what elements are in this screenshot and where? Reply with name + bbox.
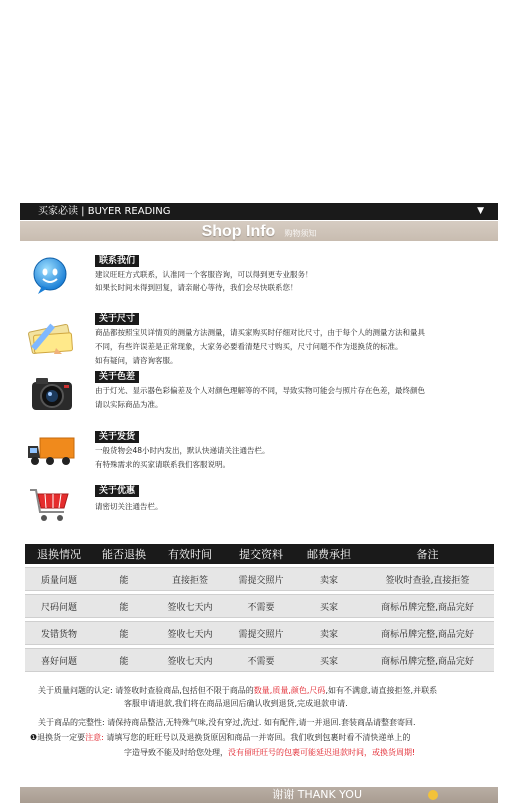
column-header: 提交资料 bbox=[225, 544, 297, 564]
note-return bbox=[30, 731, 410, 744]
table-cell: 商标吊牌完整,商品完好 bbox=[361, 594, 494, 618]
note-label: 关于质量问题的认定: bbox=[38, 686, 113, 695]
note-text: 字造导致不能及时给您处理， bbox=[124, 748, 228, 757]
note-label: 关于商品的完整性: bbox=[38, 718, 105, 727]
shop-info-banner bbox=[20, 221, 498, 241]
section-tag: 关于色差 bbox=[95, 371, 139, 383]
table-cell: 买家 bbox=[297, 594, 361, 618]
table-row bbox=[25, 594, 494, 618]
table-cell: 能 bbox=[93, 594, 155, 618]
table-cell: 需提交照片 bbox=[225, 621, 297, 645]
thank-you-text: 谢谢 THANK YOU bbox=[272, 788, 362, 801]
table-row bbox=[25, 648, 494, 672]
column-header: 邮费承担 bbox=[297, 544, 361, 564]
table-cell: 签收七天内 bbox=[155, 594, 225, 618]
column-header: 备注 bbox=[361, 544, 494, 564]
table-cell: 商标吊牌完整,商品完好 bbox=[361, 621, 494, 645]
table-cell: 发错货物 bbox=[25, 621, 93, 645]
header-title: 买家必读 | BUYER READING bbox=[38, 206, 171, 217]
section-text: 如果长时间未得到回复，请亲耐心等待，我们会尽快联系您！ bbox=[95, 283, 298, 292]
camera-icon bbox=[30, 374, 74, 412]
thank-you-banner bbox=[20, 787, 498, 803]
note-text: 客服申请退款,我们将在商品退回后确认收到退货,完成退款申请. bbox=[124, 699, 348, 708]
section-size bbox=[0, 312, 517, 368]
table-cell: 需提交照片 bbox=[225, 567, 297, 591]
table-cell: 签收七天内 bbox=[155, 648, 225, 672]
section-discount bbox=[0, 484, 517, 528]
table-cell: 商标吊牌完整,商品完好 bbox=[361, 648, 494, 672]
table-cell: 直接拒签 bbox=[155, 567, 225, 591]
note-text: ,如有不满意,请直接拒签,并联系 bbox=[325, 686, 438, 695]
shop-info-title: Shop Info bbox=[201, 223, 276, 240]
section-color bbox=[0, 368, 517, 418]
note-text: 请签收时查验商品,包括但不限于商品的 bbox=[115, 686, 254, 695]
section-contact bbox=[0, 252, 517, 302]
smiley-icon bbox=[428, 790, 438, 800]
table-cell: 喜好问题 bbox=[25, 648, 93, 672]
section-text: 由于灯光、显示器色彩偏差及个人对颜色理解等的不同，导致实物可能会与照片存在色差，最终颜色 bbox=[95, 386, 425, 395]
table-cell: 能 bbox=[93, 621, 155, 645]
note-integrity bbox=[38, 716, 416, 729]
table-cell: 质量问题 bbox=[25, 567, 93, 591]
section-text: 商品都按照宝贝详情页的测量方法测量，请买家购买时仔细对比尺寸，由于每个人的测量方法和量具 bbox=[95, 328, 425, 337]
note-quality bbox=[38, 684, 437, 697]
section-text: 有特殊需求的买家请联系我们客服说明。 bbox=[95, 460, 230, 469]
table-cell: 能 bbox=[93, 648, 155, 672]
section-text: 一般货物会48小时内发出，默认快递请关注通告栏。 bbox=[95, 446, 270, 455]
section-tag: 关于尺寸 bbox=[95, 313, 139, 325]
policy-notes bbox=[0, 684, 517, 784]
chat-bubble-icon bbox=[32, 256, 68, 296]
table-cell: 尺码问题 bbox=[25, 594, 93, 618]
table-cell: 签收时查验,直接拒签 bbox=[361, 567, 494, 591]
dropdown-arrow-icon: ▼ bbox=[477, 206, 484, 216]
delivery-truck-icon bbox=[26, 434, 76, 468]
table-row bbox=[25, 567, 494, 591]
table-cell: 买家 bbox=[297, 648, 361, 672]
note-text: 请保持商品整洁,无特殊气味,没有穿过,洗过. 如有配件,请一并退回.套装商品请整套寄回. bbox=[107, 718, 416, 727]
table-cell: 不需要 bbox=[225, 648, 297, 672]
note-return-cont bbox=[124, 746, 415, 759]
section-tag: 关于发货 bbox=[95, 431, 139, 443]
table-cell: 能 bbox=[93, 567, 155, 591]
section-text: 如有疑问，请咨询客服。 bbox=[95, 356, 178, 365]
column-header: 有效时间 bbox=[155, 544, 225, 564]
table-cell: 卖家 bbox=[297, 621, 361, 645]
ruler-pencil-icon bbox=[26, 318, 78, 358]
section-text: 请密切关注通告栏。 bbox=[95, 502, 163, 511]
section-tag: 联系我们 bbox=[95, 255, 139, 267]
section-text: 不同，有些许误差是正常现象，大家务必要看清楚尺寸购买，尺寸问题不作为退换货的标准。 bbox=[95, 342, 403, 351]
table-header-row bbox=[25, 544, 494, 564]
shop-info-subtitle: 购物须知 bbox=[284, 229, 317, 238]
shopping-cart-icon bbox=[28, 486, 72, 526]
note-highlight: 没有留旺旺号的包裹可能延迟退款时间，或换货周期! bbox=[228, 748, 416, 757]
return-policy-table bbox=[25, 541, 494, 675]
note-text: 请填写您的旺旺号以及退换货原因和商品一并寄回。我们收到包裹时看不清快递单上的 bbox=[106, 733, 411, 742]
note-highlight: 数量,质量,颜色,尺码 bbox=[253, 686, 326, 695]
buyer-reading-header bbox=[20, 203, 498, 220]
column-header: 退换情况 bbox=[25, 544, 93, 564]
note-label: ❶退换货一定要 bbox=[30, 733, 86, 742]
section-text: 请以实际商品为准。 bbox=[95, 400, 163, 409]
section-text: 建议旺旺方式联系，认准同一个客服咨询，可以得到更专业服务！ bbox=[95, 270, 313, 279]
table-cell: 签收七天内 bbox=[155, 621, 225, 645]
section-shipping bbox=[0, 428, 517, 478]
note-label-highlight: 注意: bbox=[85, 733, 104, 742]
table-cell: 卖家 bbox=[297, 567, 361, 591]
table-cell: 不需要 bbox=[225, 594, 297, 618]
table-row bbox=[25, 621, 494, 645]
column-header: 能否退换 bbox=[93, 544, 155, 564]
section-tag: 关于优惠 bbox=[95, 485, 139, 497]
